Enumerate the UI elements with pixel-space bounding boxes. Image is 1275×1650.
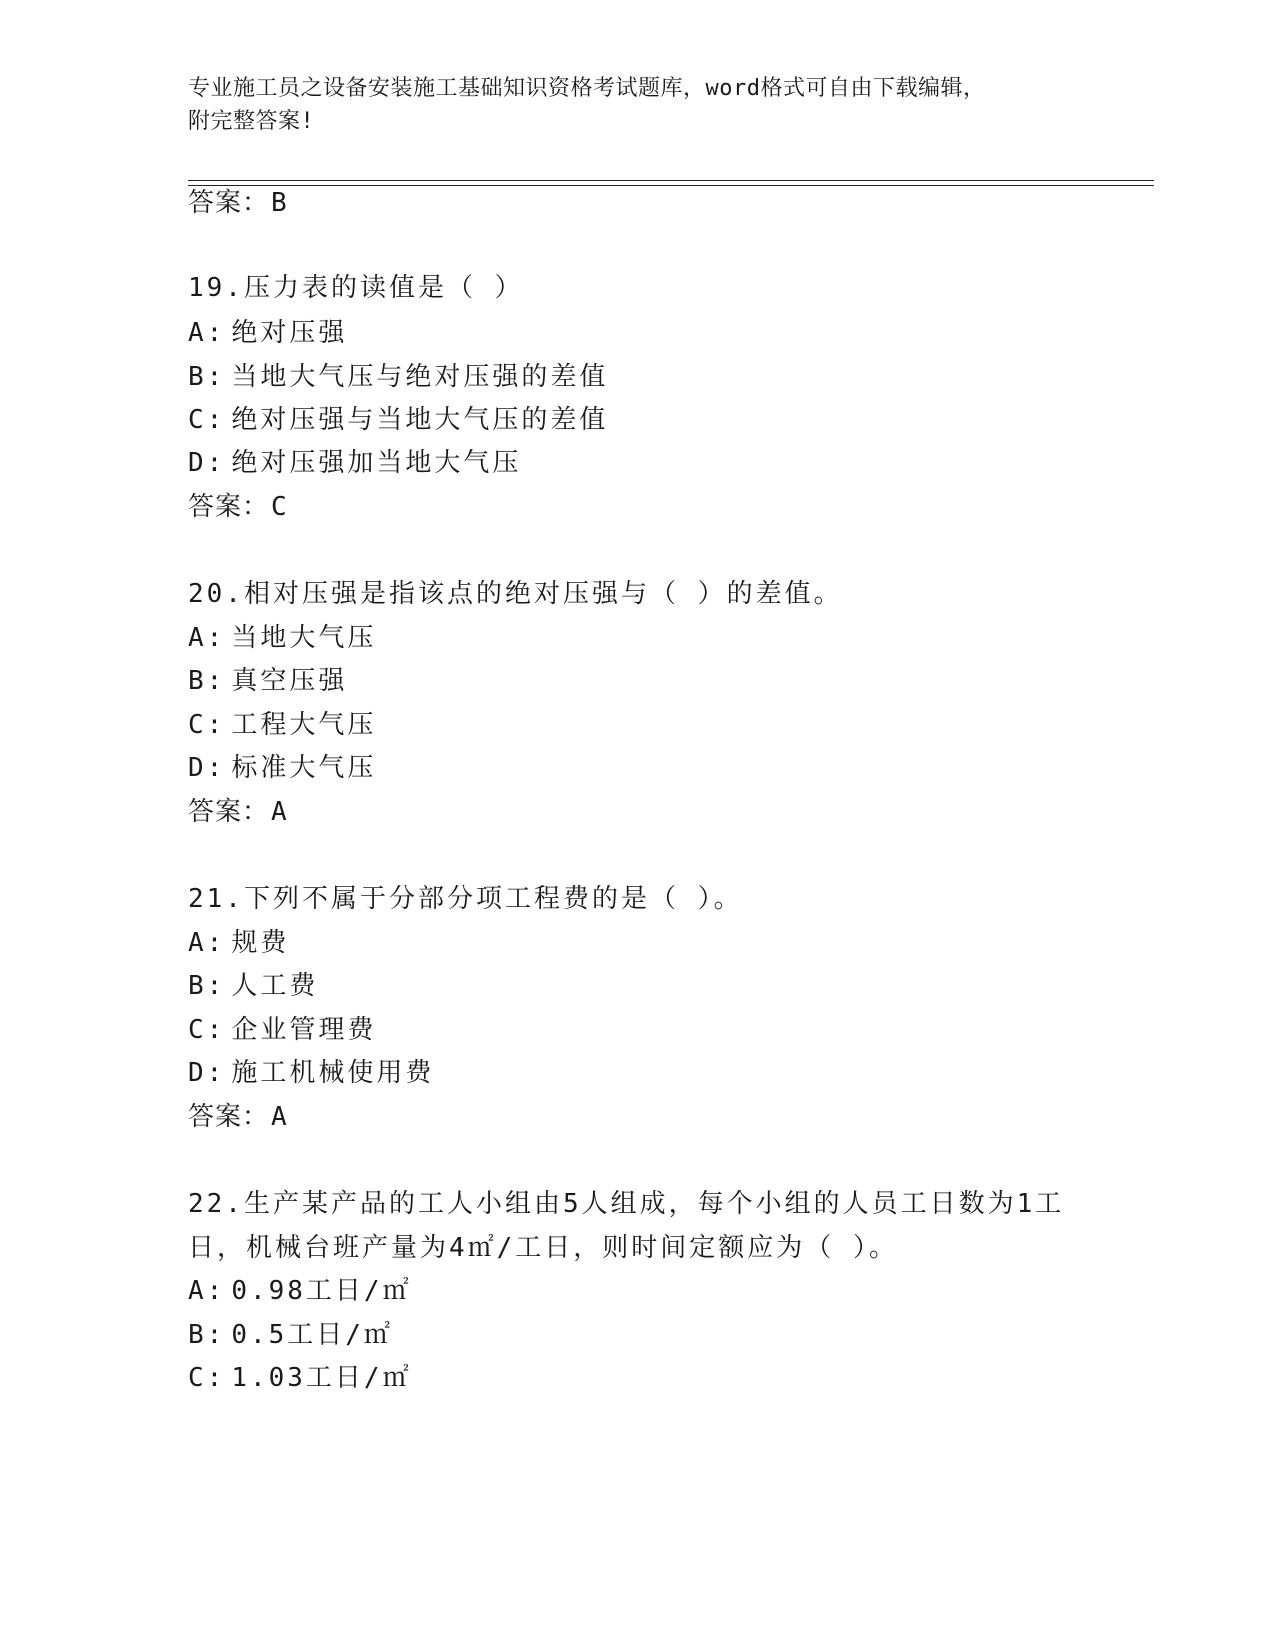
answer-label: 答案： bbox=[188, 492, 270, 522]
option-text: 真空压强 bbox=[231, 666, 348, 696]
option-b bbox=[188, 969, 318, 1003]
option-text: 企业管理费 bbox=[231, 1015, 377, 1045]
question-stem-line-2: 日，机械台班产量为4㎡/工日，则时间定额应为（ ）。 bbox=[188, 1233, 898, 1263]
option-letter: A: bbox=[188, 318, 226, 348]
option-text: 0.98工日/㎡ bbox=[231, 1276, 412, 1306]
option-letter: D: bbox=[188, 448, 226, 478]
header-text bbox=[188, 72, 1088, 138]
option-d bbox=[188, 751, 376, 785]
option-letter: A: bbox=[188, 1276, 226, 1306]
option-text: 标准大气压 bbox=[231, 753, 377, 783]
option-letter: A: bbox=[188, 623, 226, 653]
option-a bbox=[188, 621, 376, 655]
option-letter: C: bbox=[188, 1015, 226, 1045]
option-text: 绝对压强 bbox=[231, 318, 348, 348]
option-d bbox=[188, 1056, 434, 1090]
answer-prev bbox=[188, 186, 288, 220]
option-a bbox=[188, 316, 347, 350]
option-text: 绝对压强与当地大气压的差值 bbox=[231, 405, 609, 435]
header-line-2: 附完整答案! bbox=[188, 109, 315, 134]
answer-label: 答案： bbox=[188, 1102, 270, 1132]
header-line-1: 专业施工员之设备安装施工基础知识资格考试题库，word格式可自由下载编辑， bbox=[188, 76, 986, 101]
option-letter: D: bbox=[188, 753, 226, 783]
answer bbox=[188, 1100, 288, 1134]
option-c bbox=[188, 1361, 412, 1395]
option-letter: C: bbox=[188, 1363, 226, 1393]
option-a bbox=[188, 1274, 412, 1308]
option-text: 规费 bbox=[231, 928, 290, 958]
answer-label: 答案： bbox=[188, 797, 270, 827]
question-stem-line-1: 22.生产某产品的工人小组由5人组成，每个小组的人员工日数为1工 bbox=[188, 1189, 1065, 1219]
header-divider-bottom bbox=[188, 185, 1154, 186]
answer-value: C bbox=[271, 492, 288, 522]
answer bbox=[188, 795, 288, 829]
option-letter: D: bbox=[188, 1058, 226, 1088]
option-letter: B: bbox=[188, 666, 226, 696]
option-text: 当地大气压与绝对压强的差值 bbox=[231, 362, 609, 392]
option-b bbox=[188, 1318, 393, 1352]
question-stem: 20.相对压强是指该点的绝对压强与（ ）的差值。 bbox=[188, 579, 843, 609]
option-d bbox=[188, 446, 521, 480]
option-c bbox=[188, 1013, 376, 1047]
option-c bbox=[188, 708, 376, 742]
option-text: 绝对压强加当地大气压 bbox=[231, 448, 522, 478]
option-a bbox=[188, 926, 289, 960]
question-stem: 19.压力表的读值是（ ） bbox=[188, 273, 524, 303]
header-divider-top bbox=[188, 180, 1154, 181]
option-letter: B: bbox=[188, 1320, 226, 1350]
answer-value: B bbox=[271, 188, 288, 218]
option-text: 1.03工日/㎡ bbox=[231, 1363, 412, 1393]
option-c bbox=[188, 403, 608, 437]
option-text: 工程大气压 bbox=[231, 710, 377, 740]
option-letter: A: bbox=[188, 928, 226, 958]
option-text: 0.5工日/㎡ bbox=[231, 1320, 393, 1350]
option-letter: C: bbox=[188, 710, 226, 740]
answer-label: 答案： bbox=[188, 188, 270, 218]
option-text: 人工费 bbox=[231, 971, 319, 1001]
answer-value: A bbox=[271, 1102, 288, 1132]
option-text: 当地大气压 bbox=[231, 623, 377, 653]
option-text: 施工机械使用费 bbox=[231, 1058, 435, 1088]
answer-value: A bbox=[271, 797, 288, 827]
answer bbox=[188, 490, 288, 524]
option-letter: B: bbox=[188, 362, 226, 392]
question-stem: 21.下列不属于分部分项工程费的是（ ）。 bbox=[188, 884, 743, 914]
option-b bbox=[188, 664, 347, 698]
option-letter: C: bbox=[188, 405, 226, 435]
option-letter: B: bbox=[188, 971, 226, 1001]
option-b bbox=[188, 360, 608, 394]
